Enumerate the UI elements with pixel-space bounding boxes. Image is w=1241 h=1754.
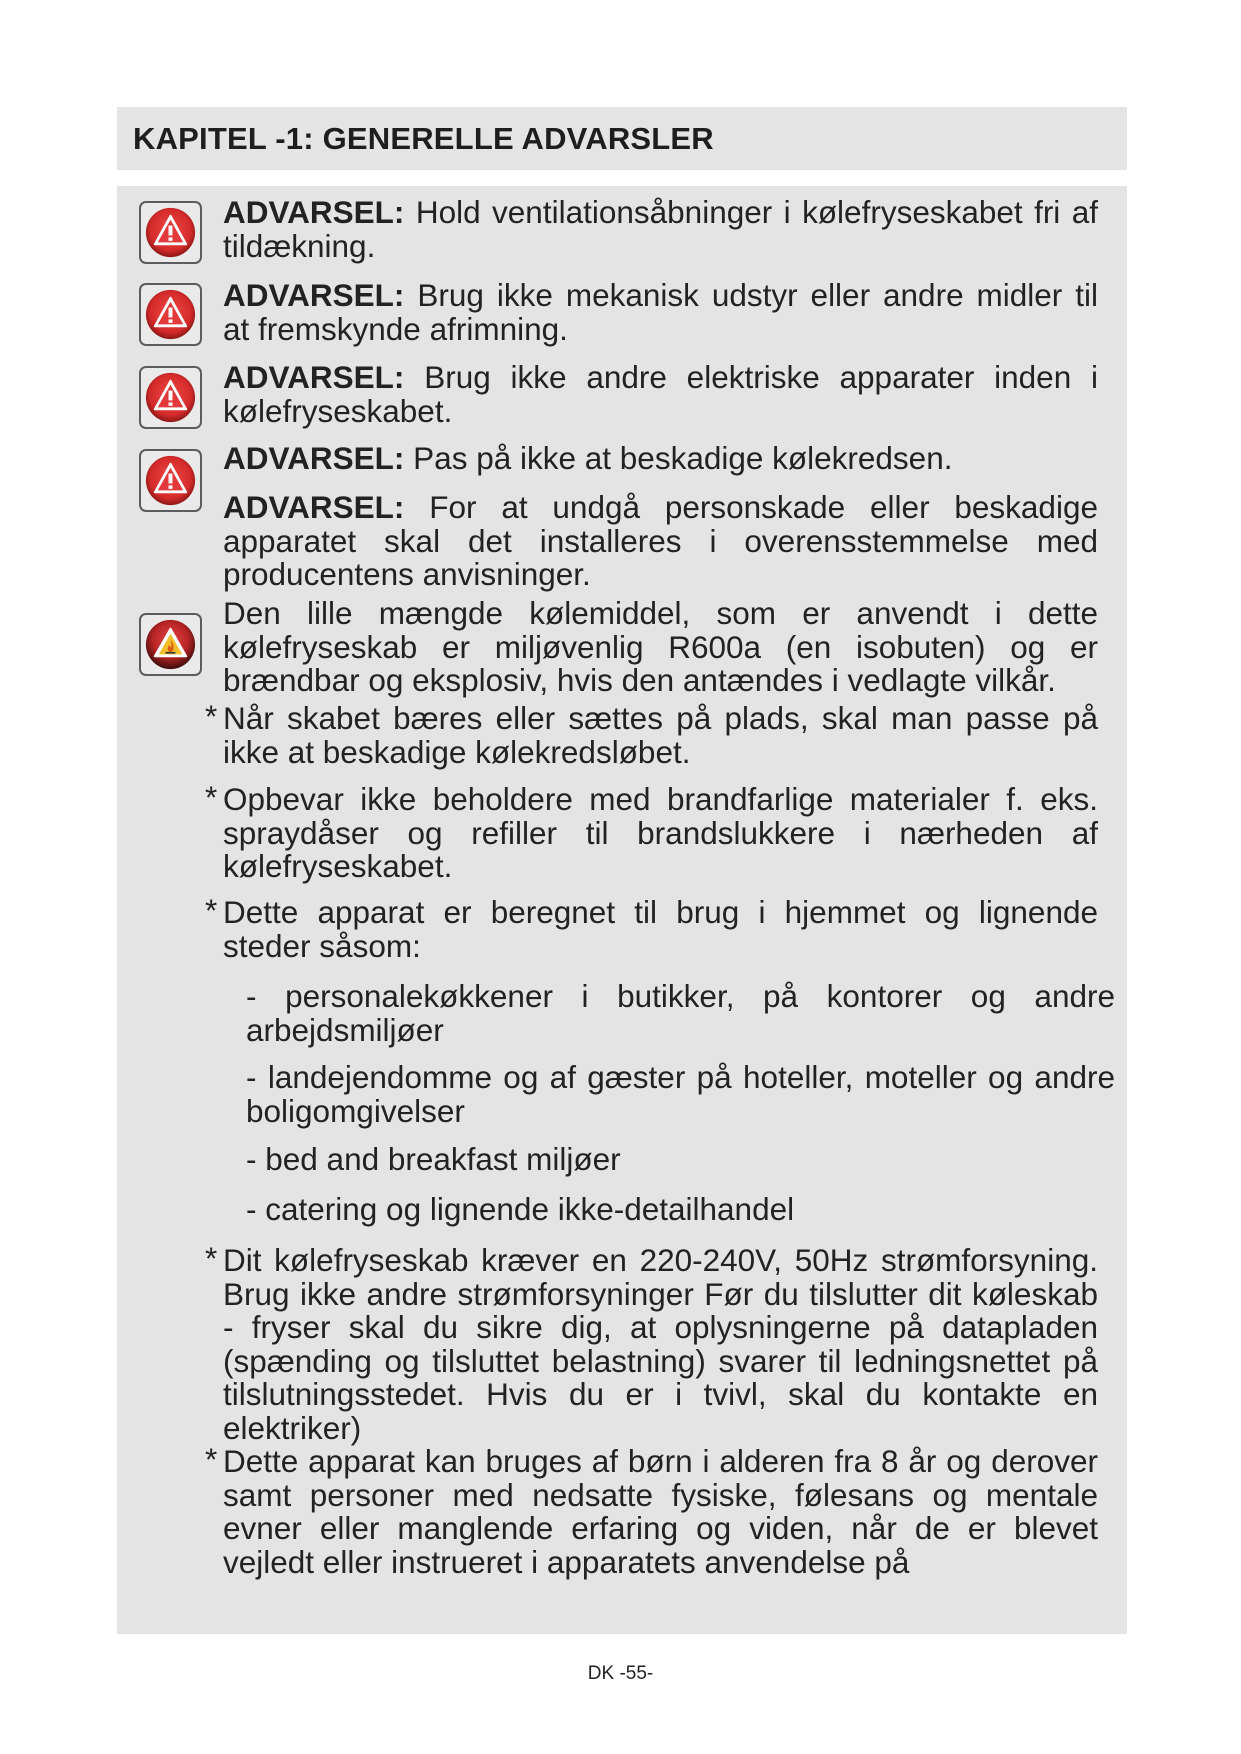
bullet-marker: * [205, 779, 218, 815]
flammable-note: Den lille mængde kølemiddel, som er anvendt i dette kølefryseskab er miljøvenlig R600a (en isobuten) og er brændbar og eksplosiv, hvis den antændes i vedlagte vilkår. [223, 595, 1098, 698]
warning-text-3 [223, 361, 1098, 428]
bullet-marker: * [205, 892, 218, 928]
warnings-panel [117, 186, 1127, 1634]
flammable-warning-icon [139, 613, 202, 676]
warning-label: ADVARSEL: [223, 194, 405, 230]
warning-label: ADVARSEL: [223, 359, 405, 395]
bullet-marker: * [205, 1441, 218, 1477]
bullet-marker: * [205, 698, 218, 734]
warning-body: Brug ikke andre elektriske apparater inden i kølefryseskabet. [223, 359, 1098, 429]
warning-icon [139, 201, 202, 264]
bullet-item: Dette apparat kan bruges af børn i alderen fra 8 år og derover samt personer med nedsatte fysiske, følesans og mentale evner eller manglende erfaring og viden, når de er blevet vejledt eller instrueret i apparatets anvendelse på [223, 1443, 1098, 1580]
warning-icon [139, 366, 202, 429]
warning-text-2 [223, 279, 1098, 346]
bullet-item: Opbevar ikke beholdere med brandfarlige materialer f. eks. spraydåser og refiller til brandslukkere i nærheden af kølefryseskabet. [223, 781, 1098, 884]
warning-body: Brug ikke mekanisk udstyr eller andre midler til at fremskynde afrimning. [223, 277, 1098, 347]
bullet-item: Når skabet bæres eller sættes på plads, skal man passe på ikke at beskadige kølekredsløbet. [223, 700, 1098, 770]
sub-list-item: - bed and breakfast miljøer [246, 1141, 621, 1177]
warning-text-5 [223, 491, 1098, 592]
warning-label: ADVARSEL: [223, 440, 405, 476]
warning-text-1 [223, 196, 1098, 263]
warning-label: ADVARSEL: [223, 277, 405, 313]
chapter-header [117, 107, 1127, 170]
sub-list-item: - personalekøkkener i butikker, på kontorer og andre arbejdsmiljøer [246, 978, 1115, 1048]
warning-icon [139, 449, 202, 512]
warning-icon [139, 283, 202, 346]
warning-label: ADVARSEL: [223, 489, 405, 525]
bullet-item: Dette apparat er beregnet til brug i hjemmet og lignende steder såsom: [223, 894, 1098, 964]
page-number: DK -55- [587, 1663, 654, 1684]
warning-body: For at undgå personskade eller beskadige apparatet skal det installeres i overensstemmelse med producentens anvisninger. [223, 489, 1098, 592]
sub-list-item: - landejendomme og af gæster på hoteller, moteller og andre boligomgivelser [246, 1059, 1115, 1129]
bullet-item: Dit kølefryseskab kræver en 220-240V, 50Hz strømforsyning. Brug ikke andre strømforsyninger Før du tilslutter dit køleskab - fryser skal du sikre dig, at oplysningerne på datapladen (spænding og tilsluttet belastning) svarer til ledningsnettet på tilslutningsstedet. Hvis du er i tvivl, skal du kontakte en elektriker) [223, 1242, 1098, 1446]
sub-list-item: - catering og lignende ikke-detailhandel [246, 1191, 795, 1227]
warning-text-4 [223, 442, 1098, 476]
warning-body: Pas på ikke at beskadige kølekredsen. [404, 440, 953, 476]
warning-body: Hold ventilationsåbninger i kølefryseskabet fri af tildækning. [223, 194, 1098, 264]
bullet-marker: * [205, 1240, 218, 1276]
chapter-title: KAPITEL -1: GENERELLE ADVARSLER [133, 120, 714, 156]
